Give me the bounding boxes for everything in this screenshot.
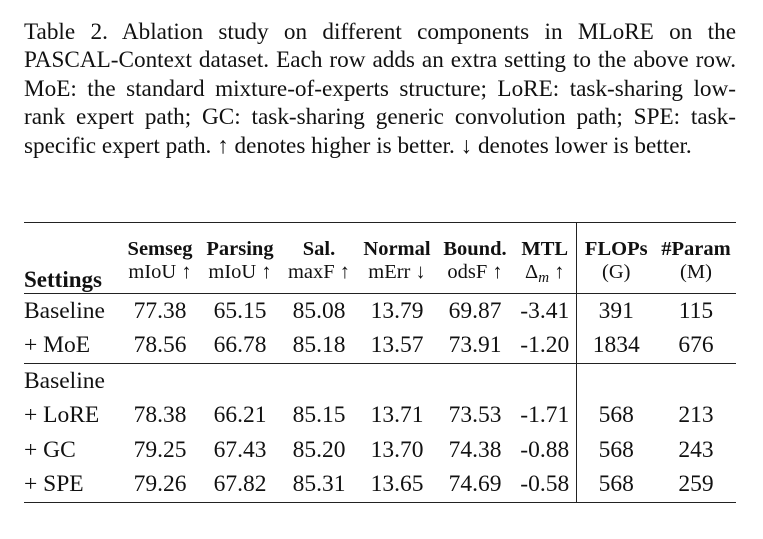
cell: 13.70 (370, 436, 424, 463)
cell: -0.88 (514, 433, 576, 468)
cell: 78.38 (133, 402, 187, 429)
cell: 77.38 (133, 297, 187, 324)
table-row (24, 364, 736, 399)
cell: 79.26 (133, 471, 187, 498)
col-header-param: #Param (661, 238, 731, 260)
cell: 568 (598, 471, 634, 498)
row-label: Baseline (24, 367, 105, 394)
cell: 13.71 (370, 402, 424, 429)
settings-header: Settings (24, 267, 102, 292)
col-header-bound: Bound. (443, 238, 507, 260)
cell: 13.79 (370, 297, 424, 324)
table-row (24, 433, 736, 468)
metric-mtl (514, 261, 576, 294)
cell: -1.20 (514, 329, 576, 364)
table-row (24, 468, 736, 503)
cell: 73.91 (448, 332, 502, 359)
col-header-parsing: Parsing (206, 238, 274, 260)
cell: 13.57 (370, 332, 424, 359)
cell: 85.08 (292, 297, 346, 324)
cell: 85.15 (292, 402, 346, 429)
metric-semseg: mIoU ↑ (128, 261, 192, 283)
cell: 66.21 (213, 402, 267, 429)
metric-sal: maxF ↑ (287, 261, 351, 283)
cell: -0.58 (514, 468, 576, 503)
table-row (24, 329, 736, 364)
cell: 213 (678, 402, 714, 429)
metric-mtl-delta: Δ (525, 261, 539, 283)
cell: 676 (678, 332, 714, 359)
metric-mtl-subscript: m (538, 270, 550, 286)
cell: 568 (598, 436, 634, 463)
cell: -3.41 (514, 294, 576, 329)
cell: 13.65 (370, 471, 424, 498)
col-header-flops: FLOPs (584, 238, 648, 260)
cell: 78.56 (133, 332, 187, 359)
row-label: + LoRE (24, 402, 100, 429)
col-header-mtl: MTL (514, 223, 576, 262)
cell: 568 (598, 402, 634, 429)
col-header-sal: Sal. (302, 238, 336, 260)
col-header-semseg: Semseg (127, 238, 193, 260)
cell: 67.82 (213, 471, 267, 498)
metric-normal: mErr ↓ (368, 261, 426, 283)
cell: 115 (678, 297, 714, 324)
cell: 79.25 (133, 436, 187, 463)
cell: 391 (598, 297, 634, 324)
cell: 74.38 (448, 436, 502, 463)
cell: 85.31 (292, 471, 346, 498)
ablation-table-container (24, 222, 736, 503)
row-label: Baseline (24, 297, 105, 324)
table-row (24, 399, 736, 434)
metric-flops: (G) (602, 261, 631, 283)
cell: 85.20 (292, 436, 346, 463)
col-header-normal: Normal (363, 238, 431, 260)
cell: -1.71 (514, 399, 576, 434)
metric-parsing: mIoU ↑ (208, 261, 272, 283)
cell: 74.69 (448, 471, 502, 498)
cell: 1834 (592, 332, 640, 359)
cell: 66.78 (213, 332, 267, 359)
cell: 85.18 (292, 332, 346, 359)
table-row (24, 294, 736, 329)
metric-param: (M) (680, 261, 712, 283)
metric-bound: odsF ↑ (447, 261, 503, 283)
cell: 69.87 (448, 297, 502, 324)
cell: 67.43 (213, 436, 267, 463)
row-label: + GC (24, 436, 76, 463)
row-label: + MoE (24, 332, 91, 359)
cell: 65.15 (213, 297, 267, 324)
ablation-table (24, 222, 736, 503)
row-label: + SPE (24, 471, 84, 498)
cell: 73.53 (448, 402, 502, 429)
table-caption: Table 2. Ablation study on different components in MLoRE on the PASCAL-Context dataset. Each row adds an extra setting to the above row. MoE: the standard mixture-of-experts structure; LoRE: task-sharing low-rank expert path; GC: task-sharing generic convolution path; SPE: task-specific expert path. ↑ denotes higher is better. ↓ denotes lower is better. (24, 19, 736, 159)
metric-mtl-arrow: ↑ (554, 261, 565, 283)
cell: 243 (678, 436, 714, 463)
cell: 259 (678, 471, 714, 498)
